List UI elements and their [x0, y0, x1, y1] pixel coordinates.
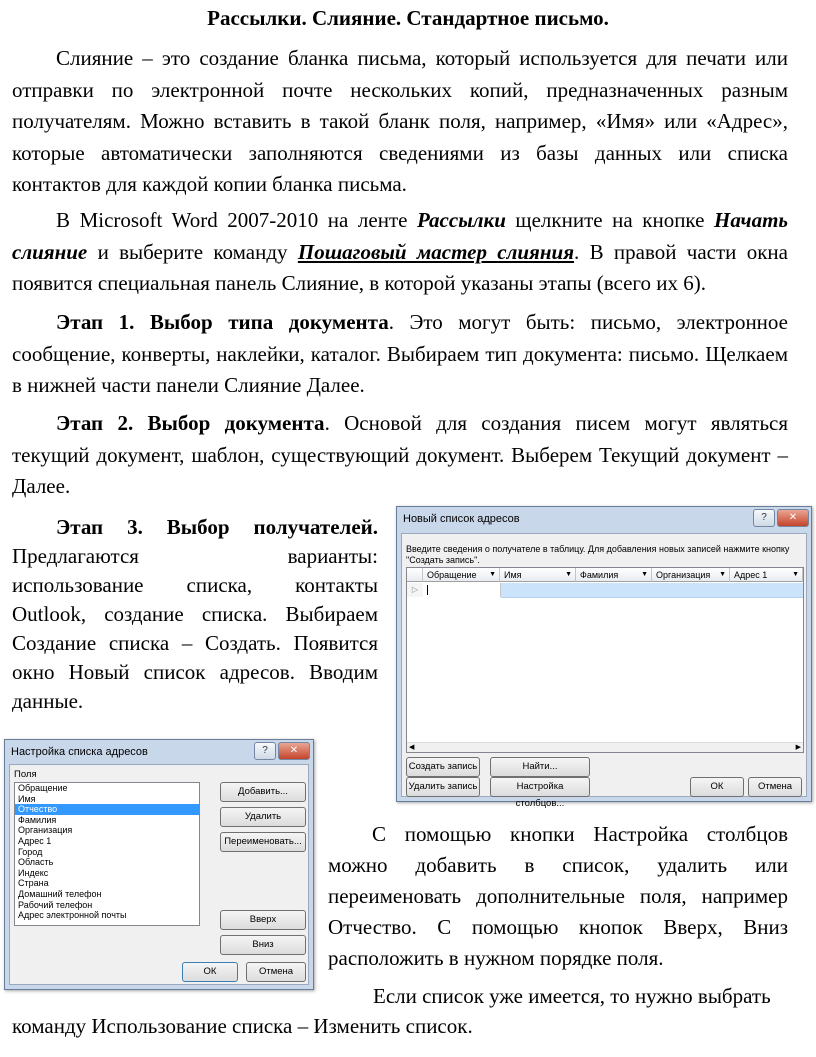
p2-text-1: В Microsoft Word 2007-2010 на ленте: [56, 208, 418, 232]
p6-line-1-text: С помощью кнопки Настройка столбцов: [372, 822, 788, 846]
fields-list[interactable]: [14, 782, 200, 926]
ok-button[interactable]: ОК: [690, 777, 744, 797]
new-address-list-dialog: [396, 506, 812, 809]
stage-1-text: . Это могут быть: письмо, электронное сообщение, конверты, наклейки, каталог. Выбираем тип документа: письмо. Щелкаем в нижней части панели Слияние Далее.: [12, 310, 788, 397]
dialog-body: [9, 764, 309, 985]
close-icon[interactable]: ✕: [777, 509, 809, 527]
p6-line-4: Отчество. С помощью кнопок Вверх, Вниз: [328, 915, 788, 939]
table-row[interactable]: [501, 583, 803, 598]
p7-line-2: команду Использование списка – Изменить список.: [12, 1014, 473, 1038]
dropdown-arrow-icon: ▼: [489, 571, 496, 578]
paragraph-stage-2: [12, 408, 788, 503]
dialog-body: [401, 533, 807, 809]
create-entry-button[interactable]: Создать запись: [406, 757, 480, 777]
fields-label: Поля: [14, 769, 37, 780]
stage-3-line-2: Предлагаются варианты:: [12, 544, 378, 568]
paragraph-stage-1: [12, 307, 788, 402]
list-item[interactable]: Рабочий телефон: [18, 899, 93, 910]
column-label: Фамилия: [580, 570, 619, 580]
stage-3-line-1: [12, 513, 378, 542]
list-item[interactable]: Имя: [18, 793, 36, 804]
stage-2-text: . Основой для создания писем могут являться текущий документ, шаблон, существующий документ. Выберем Текущий документ – Далее.: [12, 411, 788, 498]
column-label: Обращение: [427, 570, 477, 580]
stage-1-heading: Этап 1. Выбор типа документа: [56, 310, 389, 334]
paragraph-stage-3: [12, 513, 378, 716]
paragraph-intro-text: Слияние – это создание бланка письма, который используется для печати или отправки по электронной почте нескольких копий, предназначенных разным получателям. Можно вставить в такой бланк поля, например, «Имя» или «Адрес», которые автоматически заполняются сведениями из базы данных или списка контактов для каждой копии бланка письма.: [12, 46, 788, 196]
rename-field-button[interactable]: Переименовать...: [220, 832, 306, 852]
stage-3-line-5: Создание списка – Создать. Появится: [12, 631, 378, 655]
dropdown-arrow-icon: ▼: [641, 571, 648, 578]
column-label: Адрес 1: [734, 570, 768, 580]
column-label: Имя: [504, 570, 522, 580]
column-label: Организация: [656, 570, 711, 580]
recipient-grid[interactable]: [406, 567, 804, 753]
column-header-salutation[interactable]: [423, 568, 500, 582]
p6-line-3: переименовать дополнительные поля, например: [328, 884, 788, 908]
list-item[interactable]: Страна: [18, 878, 49, 889]
column-header-last-name[interactable]: [576, 568, 652, 582]
horizontal-scrollbar[interactable]: [407, 742, 803, 753]
ok-button[interactable]: ОК: [182, 962, 238, 982]
p2-text-3: и выберите команду: [87, 239, 298, 264]
list-item[interactable]: Обращение: [18, 783, 68, 793]
move-up-button[interactable]: Вверх: [220, 910, 306, 930]
text-cursor: [427, 585, 428, 595]
p6-line-2: можно добавить в список, удалить или: [328, 853, 788, 877]
dialog-title: Настройка списка адресов: [11, 746, 148, 758]
dropdown-arrow-icon: ▼: [719, 571, 726, 578]
close-icon[interactable]: ✕: [278, 742, 310, 760]
scroll-left-icon[interactable]: ◀: [409, 744, 415, 751]
row-pointer-icon: ▷: [407, 583, 423, 597]
p6-line-5: расположить в нужном порядке поля.: [328, 946, 664, 970]
add-field-button[interactable]: Добавить...: [220, 782, 306, 802]
help-icon[interactable]: ?: [753, 509, 775, 527]
p2-ribbon-name: Рассылки: [417, 208, 506, 232]
list-item[interactable]: Адрес электронной почты: [18, 910, 127, 921]
stage-3-heading: Этап 3. Выбор получателей.: [56, 515, 378, 539]
paragraph-customize-columns: [328, 819, 788, 974]
delete-entry-button[interactable]: Удалить запись: [406, 777, 480, 797]
column-header-address-1[interactable]: [730, 568, 803, 582]
p7-line-1: Если список уже имеется, то нужно выбрать: [373, 984, 771, 1008]
list-item[interactable]: Отчество: [15, 804, 199, 815]
remove-field-button[interactable]: Удалить: [220, 807, 306, 827]
p6-line-1: [328, 819, 788, 850]
help-icon[interactable]: ?: [254, 742, 276, 760]
cancel-button[interactable]: Отмена: [246, 962, 306, 982]
customize-columns-button[interactable]: Настройка столбцов...: [490, 777, 590, 797]
p2-text-4: . В правой части окна появится специальная панель Слияние, в которой указаны этапы (всего их 6).: [12, 239, 788, 295]
page-title: Рассылки. Слияние. Стандартное письмо.: [207, 6, 609, 30]
list-item[interactable]: Домашний телефон: [18, 888, 102, 899]
stage-3-line-6: окно Новый список адресов. Вводим: [12, 660, 378, 684]
stage-2-heading: Этап 2. Выбор документа: [56, 411, 325, 435]
list-item[interactable]: Индекс: [18, 867, 49, 878]
move-down-button[interactable]: Вниз: [220, 935, 306, 955]
stage-3-line-3: использование списка, контакты: [12, 573, 378, 597]
find-button[interactable]: Найти...: [490, 757, 590, 777]
customize-address-list-dialog: [4, 739, 314, 990]
instruction-text: Введите сведения о получателе в таблицу. Для добавления новых записей нажмите кнопку "Создать запись".: [406, 544, 790, 565]
dialog-title: Новый список адресов: [403, 513, 520, 525]
row-header-corner: [407, 568, 423, 582]
list-item[interactable]: Область: [18, 857, 54, 868]
list-item[interactable]: Организация: [18, 825, 73, 836]
list-item[interactable]: Город: [18, 846, 43, 857]
paragraph-intro: [12, 43, 788, 201]
stage-3-line-4: Outlook, создание списка. Выбираем: [12, 602, 378, 626]
p2-command-name: Пошаговый мастер слияния: [297, 239, 575, 264]
list-item[interactable]: Фамилия: [18, 814, 57, 825]
dropdown-arrow-icon: ▼: [792, 571, 799, 578]
paragraph-word-ribbon: [12, 205, 788, 300]
cancel-button[interactable]: Отмена: [748, 777, 802, 797]
stage-3-line-7: данные.: [12, 689, 84, 713]
column-header-organization[interactable]: [652, 568, 730, 582]
column-header-first-name[interactable]: [500, 568, 576, 582]
p2-text-2: щелкните на кнопке: [505, 208, 714, 232]
edit-cell[interactable]: [423, 583, 501, 597]
list-item[interactable]: Адрес 1: [18, 835, 52, 846]
dropdown-arrow-icon: ▼: [565, 571, 572, 578]
p2-button-name: Начать слияние: [12, 208, 789, 264]
scroll-right-icon[interactable]: ▶: [795, 744, 801, 751]
